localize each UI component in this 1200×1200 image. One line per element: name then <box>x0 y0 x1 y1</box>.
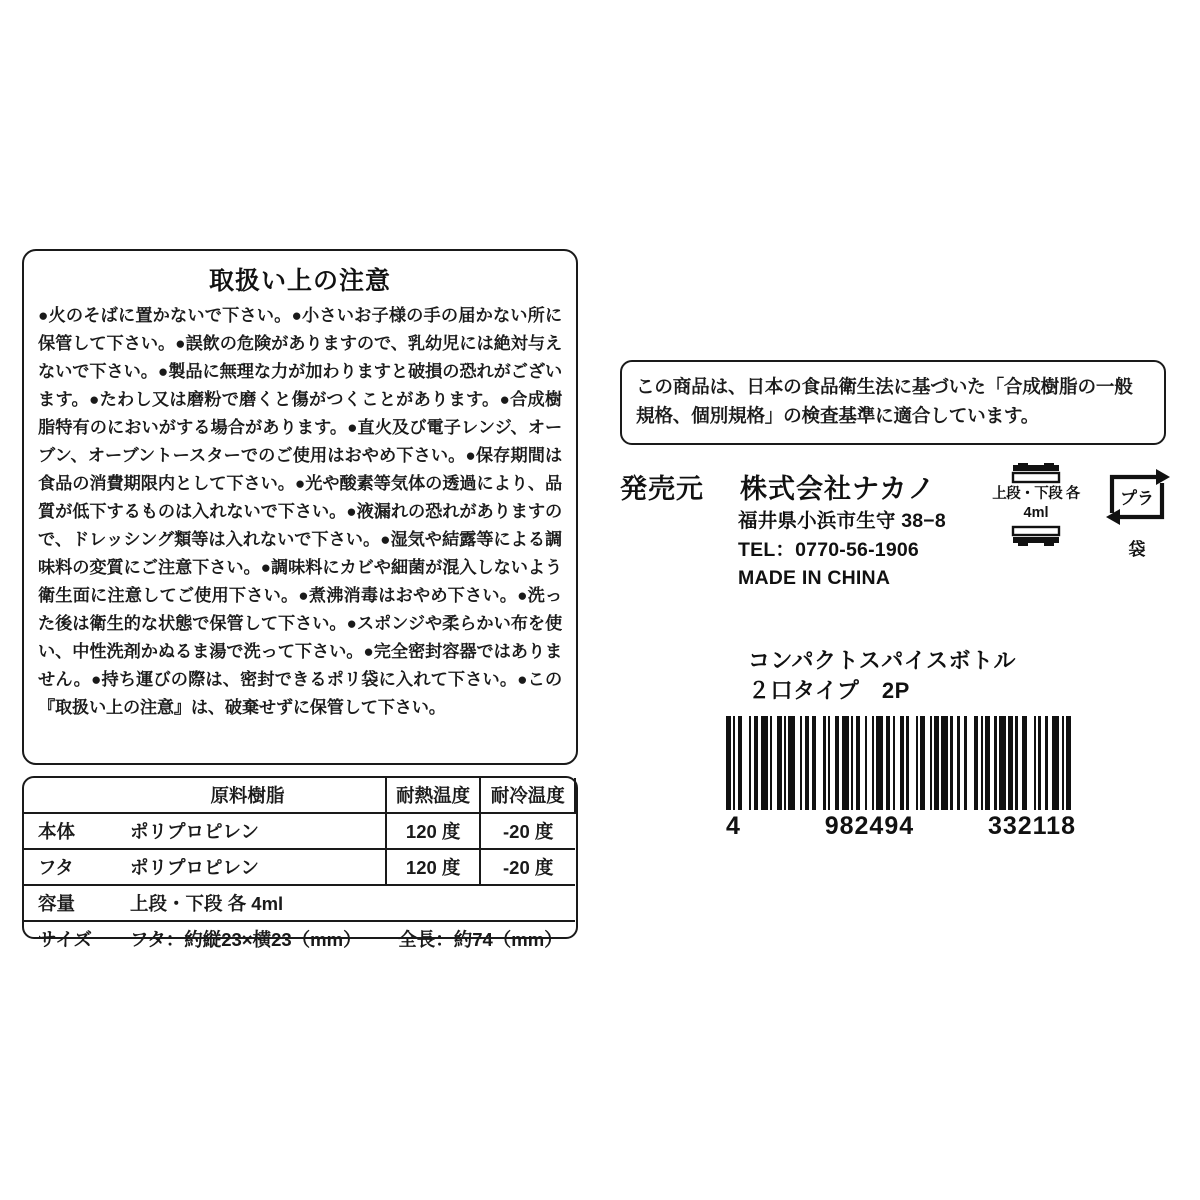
barcode-bar <box>941 716 948 810</box>
row-cold-lid: -20 度 <box>480 849 575 885</box>
recycle-mark-label: 袋 <box>1128 539 1146 559</box>
barcode-bar <box>1071 716 1076 810</box>
barcode-bar <box>788 716 795 810</box>
barcode-right-group: 332118 <box>987 812 1076 840</box>
table-row-capacity <box>24 885 575 921</box>
barcode-bar <box>1027 716 1034 810</box>
product-name <box>748 646 1016 707</box>
barcode-bar <box>909 716 916 810</box>
left-label-panel <box>22 249 578 950</box>
header-material: 原料樹脂 <box>110 778 386 813</box>
barcode-bar <box>842 716 849 810</box>
barcode-bar <box>816 716 823 810</box>
header-heat: 耐熱温度 <box>386 778 481 813</box>
caution-box <box>22 249 578 765</box>
barcode-bars <box>726 716 1076 810</box>
recycle-mark-text: プラ <box>1120 488 1154 508</box>
maker-block <box>620 467 1180 607</box>
capacity-icon-text: 上段・下段 各 <box>992 485 1080 502</box>
barcode-digits <box>726 812 1076 841</box>
row-value-size-total: 全長：約74（mm） <box>398 929 563 950</box>
row-material-body: ポリプロピレン <box>110 813 386 849</box>
barcode-lead-digit: 4 <box>726 812 741 840</box>
recycle-mark <box>1098 461 1176 560</box>
row-cold-body: -20 度 <box>480 813 575 849</box>
right-label-panel <box>620 360 1180 840</box>
caution-body-text: ●火のそばに置かないで下さい。●小さいお子様の手の届かない所に保管して下さい。●誤飲の危険がありますので、乳幼児には絶対与えないで下さい。●製品に無理な力が加わりますと破損の恐れがございます。●たわし又は磨粉で磨くと傷がつくことがあります。●合成樹脂特有のにおいがする場合があります。●直火及び電子レンジ、オーブン、オーブントースターでのご使用はおやめ下さい。●保存期間は食品の消費期限内として下さい。●光や酸素等気体の透過により、品質が低下するものは入れないで下さい。●液漏れの恐れがありますので、ドレッシング類等は入れないで下さい。●湿気や結露等による調味料の変質にご注意下さい。●調味料にカビや細菌が混入しないよう衛生面に注意してご使用下さい。●煮沸消毒はおやめ下さい。●洗った後は衛生的な状態で保管して下さい。●スポンジや柔らかい布を使い、中性洗剤かぬるま湯で洗って下さい。●完全密封容器ではありません。●持ち運びの際は、密封できるポリ袋に入れて下さい。●この『取扱い上の注意』は、破棄せずに保管して下さい。 <box>38 305 562 718</box>
maker-name: 株式会社ナカノ <box>740 473 936 504</box>
compliance-text: この商品は、日本の食品衛生法に基づいた「合成樹脂の一般規格、個別規格」の検査基準に適合しています。 <box>636 376 1133 427</box>
maker-label: 発売元 <box>620 473 704 504</box>
barcode-bar <box>999 716 1006 810</box>
barcode-bar <box>742 716 749 810</box>
barcode-left-group: 982494 <box>824 812 915 840</box>
barcode-bar <box>1052 716 1059 810</box>
caution-title: 取扱い上の注意 <box>208 267 391 295</box>
row-value-size-lid: フタ：約縦23×横23（mm） <box>130 929 362 950</box>
bottle-top-icon-svg <box>1009 463 1063 485</box>
table-row <box>24 813 575 849</box>
table-row-size <box>24 921 575 956</box>
table-row <box>24 849 575 885</box>
maker-address: 福井県小浜市生守 38−8 <box>738 509 946 532</box>
barcode-bar <box>967 716 974 810</box>
row-material-lid: ポリプロピレン <box>110 849 386 885</box>
bottle-top-icon <box>1009 463 1063 483</box>
spec-table <box>24 778 576 956</box>
product-name-line2: ２口タイプ 2P <box>748 678 910 704</box>
row-label-size: サイズ <box>38 929 93 950</box>
row-heat-body: 120 度 <box>386 813 481 849</box>
row-value-capacity: 上段・下段 各 4ml <box>110 885 575 921</box>
compliance-box <box>620 360 1166 445</box>
row-label-body: 本体 <box>24 813 110 849</box>
row-label-capacity: 容量 <box>24 885 110 921</box>
maker-contact <box>738 507 946 594</box>
barcode-bar <box>876 716 883 810</box>
row-heat-lid: 120 度 <box>386 849 481 885</box>
bottle-bottom-icon <box>1009 526 1063 546</box>
bottle-bottom-icon-svg <box>1009 526 1063 546</box>
capacity-icon-group <box>992 463 1080 546</box>
maker-tel: TEL：0770-56-1906 <box>738 538 919 561</box>
made-in-text: MADE IN CHINA <box>738 567 891 590</box>
capacity-icon-volume: 4ml <box>1023 505 1049 522</box>
row-label-lid: フタ <box>24 849 110 885</box>
barcode-block <box>726 716 1076 841</box>
table-header-row <box>24 778 575 813</box>
header-cold: 耐冷温度 <box>480 778 575 813</box>
barcode-bar <box>761 716 768 810</box>
recycle-arrows-icon <box>1100 461 1174 529</box>
header-blank <box>24 778 110 813</box>
spec-table-box <box>22 776 578 950</box>
product-name-line1: コンパクトスパイスボトル <box>748 648 1017 673</box>
